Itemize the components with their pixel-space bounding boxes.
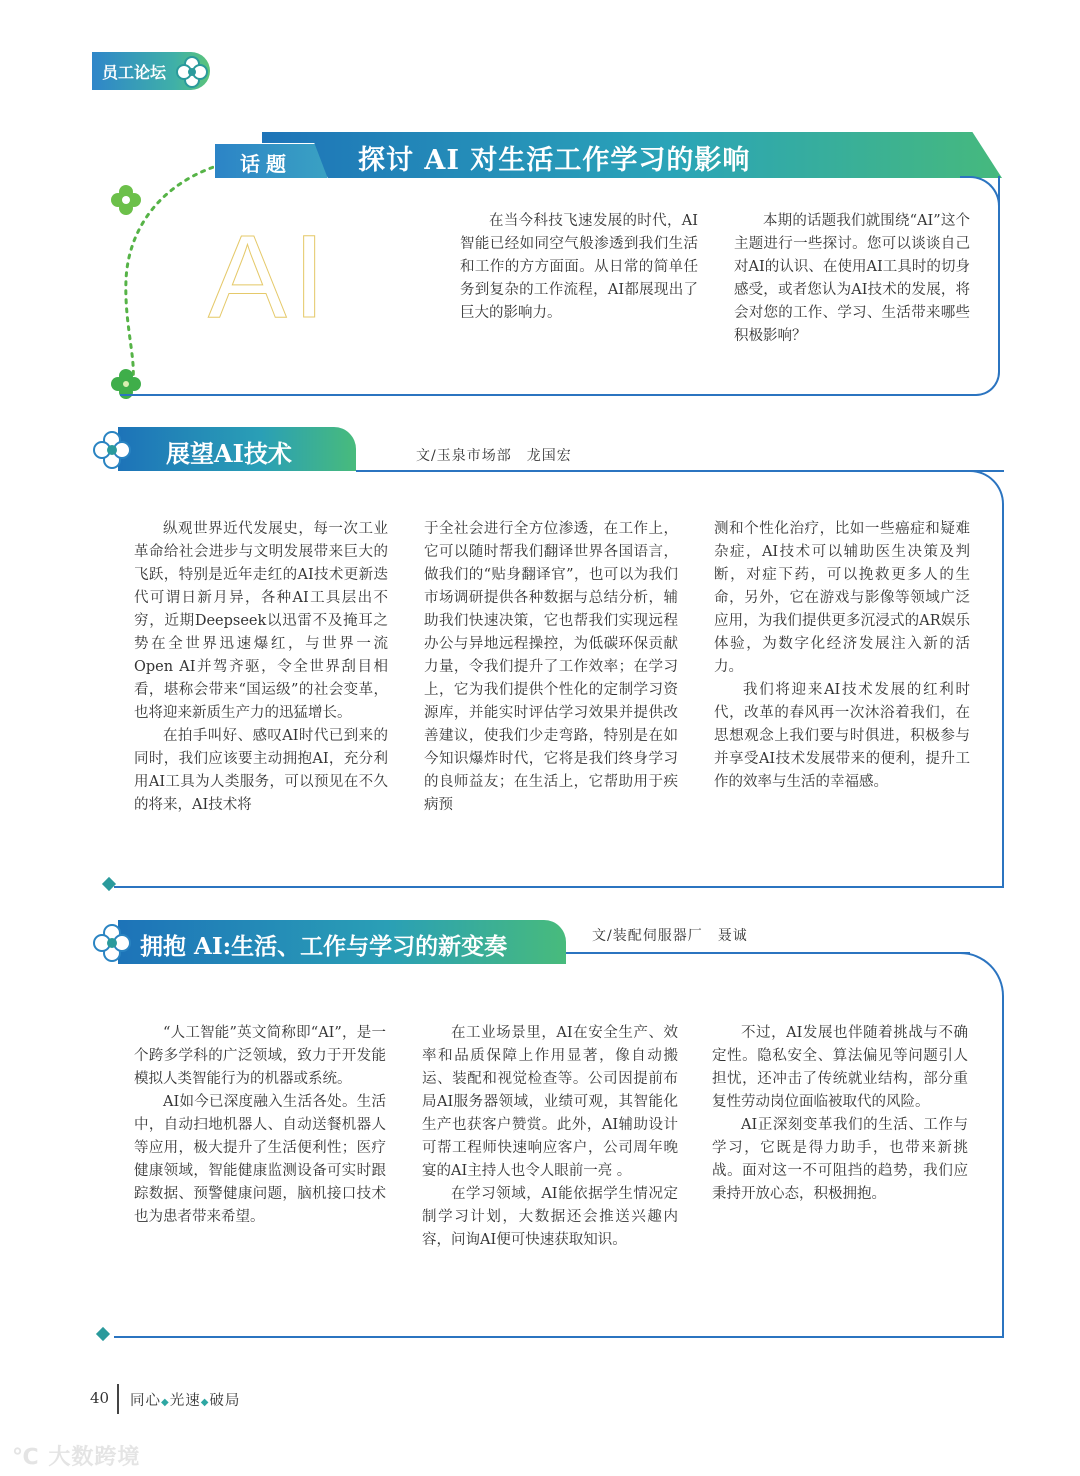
article1-paragraph: 测和个性化治疗，比如一些癌症和疑难杂症，AI技术可以辅助医生决策及判断，对症下药，可以挽救更多人的生命，另外，它在游戏与影像等领域广泛应用，为我们提供更多沉浸式的AR娱乐体验，为数字化经济发展注入新的活力。 xyxy=(714,521,970,675)
article1-byline: 文/玉泉市场部 龙国宏 xyxy=(416,448,572,464)
article1-frame-top xyxy=(356,470,1004,472)
topic-tag: 话题 xyxy=(240,152,292,176)
article1-paragraph: 纵观世界近代发展史，每一次工业革命给社会进步与文明发展带来巨大的飞跃，特别是近年走红的AI技术更新迭代可谓日新月异，各种AI工具层出不穷，近期Deepseek以迅雷不及掩耳之势在全世界迅速爆红，与世界一流Open AI并驾齐驱，令全世界刮目相看，堪称会带来“国运级”的社会变革，也将迎来新质生产力的迅猛增长。 xyxy=(134,521,388,721)
frame-end-dot xyxy=(96,1327,110,1341)
article1-title: 展望AI技术 xyxy=(166,439,292,468)
article2-column-3 xyxy=(712,1022,968,1206)
slogan-part: 同心 xyxy=(130,1393,161,1409)
section-tab-label: 员工论坛 xyxy=(102,63,167,82)
article2-frame-top xyxy=(566,952,970,954)
article1-paragraph: 在拍手叫好、感叹AI时代已到来的同时，我们应该要主动拥抱AI，充分利用AI工具为人类服务，可以预见在不久的将来，AI技术将 xyxy=(134,728,388,813)
clover-icon xyxy=(90,921,134,965)
slogan-part: 光速 xyxy=(169,1393,201,1409)
footer-slogan xyxy=(130,1389,240,1410)
watermark-logo-icon: ℃ xyxy=(12,1445,40,1470)
topic-intro-paragraph: 在当今科技飞速发展的时代，AI智能已经如同空气般渗透到我们生活和工作的方方面面。从日常的简单任务到复杂的工作流程，AI都展现出了巨大的影响力。 xyxy=(460,213,698,321)
page-number: 40 xyxy=(90,1389,110,1407)
article1-column-3 xyxy=(714,518,970,794)
article2-byline: 文/装配伺服器厂 聂诚 xyxy=(592,928,748,944)
ai-outline-graphic: AI xyxy=(208,211,332,343)
article2-title: 拥抱 AI:生活、工作与学习的新变奏 xyxy=(140,933,508,960)
article2-paragraph: 不过，AI发展也伴随着挑战与不确定性。隐私安全、算法偏见等问题引人担忧，还冲击了传统就业结构，部分重复性劳动岗位面临被取代的风险。 xyxy=(712,1025,968,1110)
article2-paragraph: 在工业场景里，AI在安全生产、效率和品质保障上作用显著，像自动搬运、装配和视觉检查等。公司因提前布局AI服务器领域，业绩可观，其智能化生产也获客户赞赏。此外，AI辅助设计可帮工程师快速响应客户，公司周年晚宴的AI主持人也令人眼前一亮 。 xyxy=(422,1025,678,1179)
clover-icon xyxy=(90,428,134,472)
footer-divider xyxy=(117,1384,119,1414)
article2-paragraph: 在学习领域，AI能依据学生情况定制学习计划，大数据还会推送兴趣内容，问询AI便可快速获取知识。 xyxy=(422,1186,678,1248)
watermark-text: 大数跨境 xyxy=(48,1445,141,1470)
article2-column-1 xyxy=(134,1022,386,1229)
article1-paragraph: 我们将迎来AI技术发展的红利时代，改革的春风再一次沐浴着我们，在思想观念上我们要与时俱进，积极参与并享受AI技术发展带来的便利，提升工作的效率与生活的幸福感。 xyxy=(714,682,970,790)
article1-frame-right xyxy=(970,470,1004,888)
article1-column-2 xyxy=(424,518,678,817)
diamond-icon: ◆ xyxy=(200,1397,210,1408)
topic-intro-text xyxy=(460,210,698,325)
article1-frame-bottom xyxy=(114,886,1004,888)
article1-column-1 xyxy=(134,518,388,817)
slogan-part: 破局 xyxy=(209,1393,241,1409)
clover-icon xyxy=(170,54,216,90)
diamond-icon: ◆ xyxy=(161,1397,170,1408)
article2-paragraph: AI正深刻变革我们的生活、工作与学习，它既是得力助手，也带来新挑战。面对这一不可阻挡的趋势，我们应秉持开放心态，积极拥抱。 xyxy=(712,1117,968,1202)
article2-column-2 xyxy=(422,1022,678,1252)
article2-paragraph: AI如今已深度融入生活各处。生活中，自动扫地机器人、自动送餐机器人等应用，极大提升了生活便利性；医疗健康领域，智能健康监测设备可实时跟踪数据、预警健康问题，脑机接口技术也为患者带来希望。 xyxy=(134,1094,386,1225)
topic-prompt-paragraph: 本期的话题我们就围绕“AI”这个主题进行一些探讨。您可以谈谈自己对AI的认识、在使用AI工具时的切身感受，或者您认为AI技术的发展，将会对您的工作、学习、生活带来哪些积极影响？ xyxy=(734,213,970,344)
topic-title: 探讨 AI 对生活工作学习的影响 xyxy=(358,145,751,176)
topic-prompt-text xyxy=(734,210,970,348)
article2-frame-bottom xyxy=(114,1336,1004,1338)
article1-paragraph: 于全社会进行全方位渗透，在工作上，它可以随时帮我们翻译世界各国语言，做我们的“贴身翻译官”，也可以为我们市场调研提供各种数据与总结分析，辅助我们快速决策，它也帮我们实现远程办公与异地远程操控，为低碳环保贡献力量，令我们提升了工作效率；在学习上，它为我们提供个性化的定制学习资源库，并能实时评估学习效果并提供改善建议，使我们少走弯路，特别是在如今知识爆炸时代，它将是我们终身学习的良师益友；在生活上，它帮助用于疾病预 xyxy=(424,521,678,813)
frame-end-dot xyxy=(102,877,116,891)
article2-paragraph: “人工智能”英文简称即“AI”，是一个跨多学科的广泛领域，致力于开发能模拟人类智能行为的机器或系统。 xyxy=(134,1025,386,1087)
watermark xyxy=(12,1440,140,1471)
